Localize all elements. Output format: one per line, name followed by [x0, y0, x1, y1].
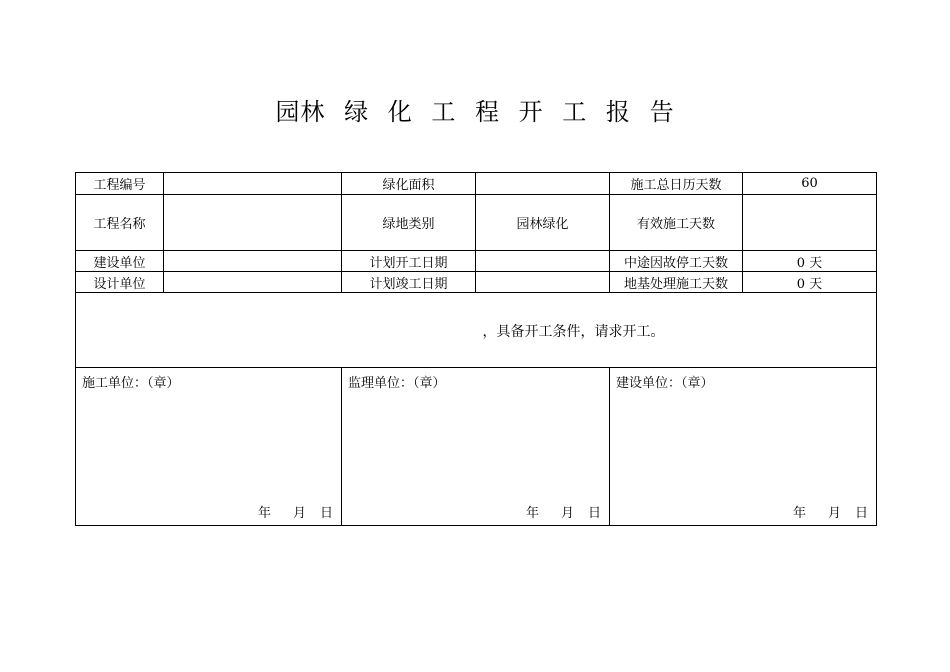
table-row: [76, 368, 877, 526]
builder-label: 建设单位: [76, 251, 164, 272]
plan-end-field[interactable]: [476, 272, 610, 293]
table-row: [76, 173, 877, 195]
foundation-days-label: 地基处理施工天数: [610, 272, 743, 293]
project-name-label: 工程名称: [76, 195, 164, 251]
project-name-field[interactable]: [164, 195, 342, 251]
designer-field[interactable]: [164, 272, 342, 293]
green-area-label: 绿化面积: [342, 173, 476, 195]
stop-days-label: 中途因故停工天数: [610, 251, 743, 272]
plan-start-field[interactable]: [476, 251, 610, 272]
total-days-label: 施工总日历天数: [610, 173, 743, 195]
foundation-days-field[interactable]: 0 天: [743, 272, 877, 293]
supervisor-signature-cell[interactable]: [342, 368, 610, 526]
table-row: [76, 293, 877, 368]
effective-days-label: 有效施工天数: [610, 195, 743, 251]
builder-field[interactable]: [164, 251, 342, 272]
supervisor-date: [526, 502, 601, 521]
date-year-label: 年: [257, 506, 271, 521]
date-year-label: 年: [792, 506, 806, 521]
effective-days-field[interactable]: [743, 195, 877, 251]
date-year-label: 年: [525, 506, 539, 521]
date-month-label: 月: [560, 506, 574, 521]
owner-seal-label: 建设单位：（章）: [616, 376, 714, 391]
request-text[interactable]: ，具备开工条件，请求开工。: [76, 293, 877, 368]
title-char: 工: [431, 98, 457, 126]
plan-end-label: 计划竣工日期: [342, 272, 476, 293]
date-day-label: 日: [587, 506, 601, 521]
owner-date: [793, 502, 868, 521]
plan-start-label: 计划开工日期: [342, 251, 476, 272]
contractor-seal-label: 施工单位：（章）: [82, 376, 180, 391]
date-month-label: 月: [292, 506, 306, 521]
owner-signature-cell[interactable]: [610, 368, 877, 526]
title-char: 报: [605, 98, 631, 126]
date-day-label: 日: [854, 506, 868, 521]
project-no-label: 工程编号: [76, 173, 164, 195]
document-title: [0, 92, 950, 127]
contractor-date: [258, 502, 333, 521]
date-month-label: 月: [827, 506, 841, 521]
green-type-label: 绿地类别: [342, 195, 476, 251]
table-row: [76, 272, 877, 293]
title-char: 告: [649, 98, 675, 126]
stop-days-field[interactable]: 0 天: [743, 251, 877, 272]
report-form-table: [75, 172, 877, 526]
title-char: 开: [518, 98, 544, 126]
project-no-field[interactable]: [164, 173, 342, 195]
title-char: 工: [562, 98, 588, 126]
designer-label: 设计单位: [76, 272, 164, 293]
title-char: 化: [387, 98, 413, 126]
table-row: [76, 195, 877, 251]
green-area-field[interactable]: [476, 173, 610, 195]
title-char: 程: [475, 98, 500, 126]
supervisor-seal-label: 监理单位：（章）: [348, 376, 446, 391]
total-days-field[interactable]: 60: [743, 173, 877, 195]
title-char: 园林: [275, 98, 326, 126]
green-type-field[interactable]: 园林绿化: [476, 195, 610, 251]
table-row: [76, 251, 877, 272]
title-char: 绿: [344, 98, 370, 126]
contractor-signature-cell[interactable]: [76, 368, 342, 526]
date-day-label: 日: [319, 506, 333, 521]
